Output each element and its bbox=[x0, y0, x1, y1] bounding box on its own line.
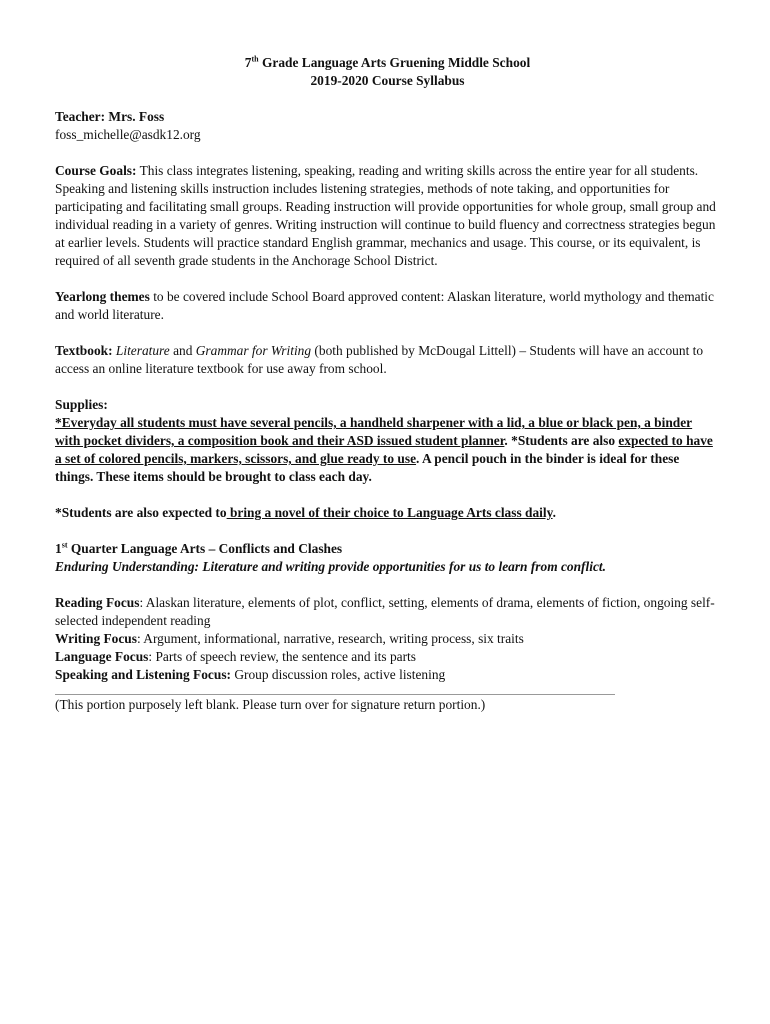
textbook-and: and bbox=[169, 343, 196, 358]
enduring-understanding: Enduring Understanding: Literature and writing provide opportunities for us to learn from conflict. bbox=[55, 559, 606, 574]
textbook-label: Textbook: bbox=[55, 343, 113, 358]
quarter-superscript: st bbox=[61, 540, 68, 550]
supplies-label: Supplies: bbox=[55, 397, 108, 412]
course-goals-paragraph bbox=[55, 162, 720, 270]
divider-line bbox=[55, 694, 615, 695]
reading-focus bbox=[55, 594, 720, 630]
supplies-tail: . A pencil pouch in the binder is ideal for these things. These items should be brought to class each day. bbox=[55, 451, 680, 484]
course-goals-text: This class integrates listening, speaking, reading and writing skills across the entire year for all students. Speaking and listening skills instruction includes listening strategies, methods of note taking, and opportunities for participating and facilitating small groups. Reading instruction will provide opportunities for whole group, small group and individual reading in a variety of genres. Writing instruction will continue to build fluency and correctness strategies begun at earlier levels. Students will practice standard English grammar, mechanics and usage. This course, or its equivalent, is required of all seventh grade students in the Anchorage School District. bbox=[55, 163, 716, 268]
grade-number: 7 bbox=[244, 55, 252, 70]
novel-paragraph bbox=[55, 504, 720, 522]
reading-focus-label: Reading Focus bbox=[55, 595, 140, 610]
textbook-text: (both published by McDougal Littell) – Students will have an account to access an online literature textbook for use away from school. bbox=[55, 343, 704, 376]
themes-text: to be covered include School Board approved content: Alaskan literature, world mythology and thematic and world literature. bbox=[55, 289, 714, 322]
syllabus-page bbox=[55, 54, 720, 714]
quarter-number: 1 bbox=[55, 541, 62, 556]
textbook-title-1: Literature bbox=[115, 343, 170, 358]
reading-focus-text: : Alaskan literature, elements of plot, conflict, setting, elements of drama, elements of fiction, ongoing self-selected independent reading bbox=[55, 595, 715, 628]
novel-underlined: bring a novel of their choice to Language Arts class daily bbox=[226, 505, 553, 520]
quarter-title: Quarter Language Arts – Conflicts and Clashes bbox=[67, 541, 343, 556]
textbook-paragraph bbox=[55, 342, 720, 378]
supplies-required-list: *Everyday all students must have several pencils, a handheld sharpener with a lid, a blue or black pen, a binder with pocket dividers, a composition book and their ASD issued student planner bbox=[55, 415, 693, 448]
grade-superscript: th bbox=[251, 54, 259, 64]
title-text: Grade Language Arts Gruening Middle School bbox=[258, 55, 531, 70]
teacher-label: Teacher: Mrs. Foss bbox=[55, 109, 165, 124]
speaking-focus-label: Speaking and Listening Focus: bbox=[55, 667, 231, 682]
themes-label: Yearlong themes bbox=[55, 289, 150, 304]
writing-focus bbox=[55, 630, 720, 648]
language-focus bbox=[55, 648, 720, 666]
teacher-email: foss_michelle@asdk12.org bbox=[55, 127, 201, 142]
novel-pre: *Students are also expected to bbox=[55, 505, 227, 520]
writing-focus-label: Writing Focus bbox=[55, 631, 137, 646]
quarter-heading bbox=[55, 540, 720, 558]
page-title bbox=[55, 54, 720, 72]
speaking-focus-text: Group discussion roles, active listening bbox=[231, 667, 446, 682]
supplies-colored-items: expected to have a set of colored pencils, markers, scissors, and glue ready to use bbox=[55, 433, 713, 466]
novel-end: . bbox=[552, 505, 556, 520]
course-goals-label: Course Goals: bbox=[55, 163, 137, 178]
supplies-paragraph bbox=[55, 414, 720, 486]
writing-focus-text: : Argument, informational, narrative, research, writing process, six traits bbox=[136, 631, 524, 646]
textbook-title-2: Grammar for Writing bbox=[195, 343, 312, 358]
page-subtitle: 2019-2020 Course Syllabus bbox=[310, 73, 465, 88]
supplies-mid: . *Students are also bbox=[504, 433, 619, 448]
themes-paragraph bbox=[55, 288, 720, 324]
language-focus-text: : Parts of speech review, the sentence and its parts bbox=[148, 649, 416, 664]
language-focus-label: Language Focus bbox=[55, 649, 149, 664]
footer-note: (This portion purposely left blank. Please turn over for signature return portion.) bbox=[55, 697, 486, 712]
speaking-focus bbox=[55, 666, 720, 684]
